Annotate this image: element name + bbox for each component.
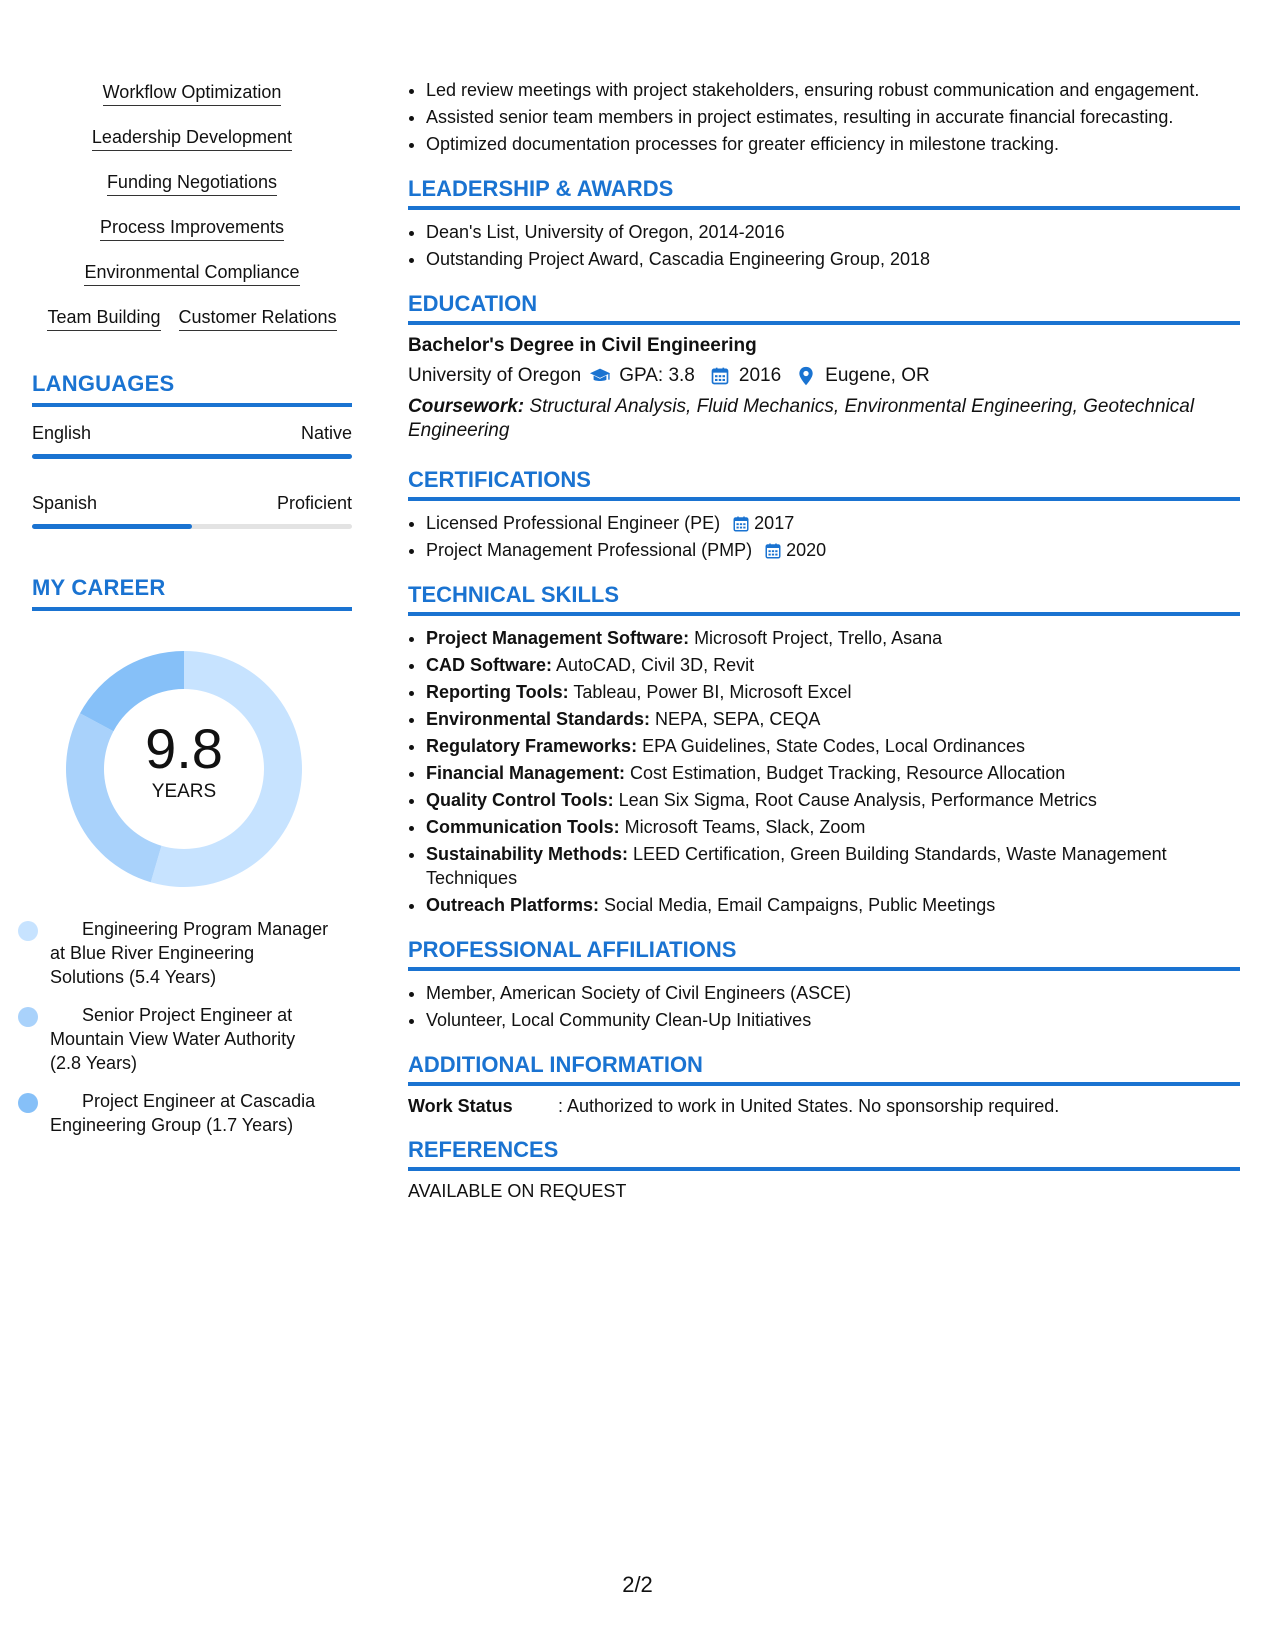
- affiliation-item: • Member, American Society of Civil Engineers (ASCE): [426, 981, 1240, 1005]
- certifications-title: CERTIFICATIONS: [408, 467, 1240, 501]
- technical-skill-category: Project Management Software:: [426, 628, 690, 648]
- technical-skills-list: [408, 626, 1240, 917]
- languages-list: [32, 423, 352, 529]
- language-bar-fill: [32, 454, 352, 459]
- donut-center: [64, 649, 304, 889]
- skill-row: [32, 217, 352, 241]
- legend-dot: [18, 1007, 38, 1027]
- language-name: English: [32, 423, 92, 443]
- technical-skill-item: [426, 761, 1240, 785]
- skill-tag: Workflow Optimization: [103, 82, 282, 106]
- left-column: [32, 82, 352, 1151]
- technical-skill-item: [426, 653, 1240, 677]
- technical-skill-category: CAD Software:: [426, 655, 553, 675]
- certification-name: Project Management Professional (PMP): [426, 540, 753, 560]
- award-item: • Dean's List, University of Oregon, 2014-2016: [426, 220, 1240, 244]
- location-pin-icon: [795, 366, 817, 386]
- technical-skill-category: Communication Tools:: [426, 817, 620, 837]
- career-legend: [32, 917, 330, 1137]
- coursework-label: Coursework:: [408, 396, 525, 417]
- skill-row: [32, 82, 352, 106]
- work-status-row: [408, 1096, 1240, 1117]
- education-title: EDUCATION: [408, 291, 1240, 325]
- language-row: [32, 493, 352, 514]
- technical-skill-item: [426, 680, 1240, 704]
- legend-dot: [18, 921, 38, 941]
- certification-year: 2020: [786, 540, 827, 560]
- experience-bullets: [408, 78, 1240, 156]
- certification-name: Licensed Professional Engineer (PE): [426, 513, 721, 533]
- skill-tag: Funding Negotiations: [107, 172, 277, 196]
- gpa: GPA: 3.8: [619, 365, 695, 386]
- languages-title: LANGUAGES: [32, 371, 352, 407]
- technical-skill-category: Regulatory Frameworks:: [426, 736, 638, 756]
- calendar-icon: [709, 366, 731, 386]
- language-bar-fill: [32, 524, 192, 529]
- technical-skill-item: [426, 893, 1240, 917]
- language-bar: [32, 454, 352, 459]
- technical-skill-category: Sustainability Methods:: [426, 844, 629, 864]
- skill-tag: Environmental Compliance: [84, 262, 299, 286]
- technical-skill-item: [426, 734, 1240, 758]
- graduation-cap-icon: [589, 366, 611, 386]
- work-status-label: Work Status: [408, 1096, 513, 1116]
- technical-skill-item: [426, 707, 1240, 731]
- award-item: • Outstanding Project Award, Cascadia Engineering Group, 2018: [426, 247, 1240, 271]
- career-unit: YEARS: [151, 781, 217, 802]
- technical-skill-values: Microsoft Teams, Slack, Zoom: [619, 817, 866, 837]
- skill-tag: Team Building: [47, 307, 160, 331]
- experience-bullet: • Optimized documentation processes for greater efficiency in milestone tracking.: [426, 132, 1240, 156]
- certifications-list: [408, 511, 1240, 562]
- technical-skill-values: AutoCAD, Civil 3D, Revit: [552, 655, 755, 675]
- career-legend-item: [50, 917, 330, 989]
- legend-dot: [18, 1093, 38, 1113]
- technical-skill-values: Lean Six Sigma, Root Cause Analysis, Performance Metrics: [613, 790, 1097, 810]
- affiliations-title: PROFESSIONAL AFFILIATIONS: [408, 937, 1240, 971]
- skills-list: [32, 82, 352, 331]
- school-name: University of Oregon: [408, 365, 582, 386]
- experience-bullet: • Led review meetings with project stakeholders, ensuring robust communication and engagement.: [426, 78, 1240, 102]
- awards-title: LEADERSHIP & AWARDS: [408, 176, 1240, 210]
- technical-skill-values: Social Media, Email Campaigns, Public Meetings: [599, 895, 996, 915]
- language-name: Spanish: [32, 493, 98, 513]
- language-level: Proficient: [276, 493, 352, 513]
- calendar-icon: [732, 515, 750, 533]
- technical-skill-values: EPA Guidelines, State Codes, Local Ordinances: [637, 736, 1025, 756]
- skill-row: [32, 307, 352, 331]
- technical-skills-title: TECHNICAL SKILLS: [408, 582, 1240, 616]
- skill-tag: Customer Relations: [179, 307, 337, 331]
- education-meta: [408, 365, 1240, 387]
- graduation-year: 2016: [738, 365, 782, 386]
- technical-skill-category: Environmental Standards:: [426, 709, 651, 729]
- certification-item: [426, 538, 1240, 562]
- language-level: Native: [300, 423, 352, 443]
- career-total: 9.8: [145, 717, 223, 780]
- skill-row: [32, 127, 352, 151]
- certification-year: 2017: [754, 513, 795, 533]
- career-legend-label: Senior Project Engineer at Mountain View Water Authority (2.8 Years): [50, 1005, 296, 1073]
- technical-skill-item: [426, 815, 1240, 839]
- skill-tag: Process Improvements: [100, 217, 284, 241]
- career-title: MY CAREER: [32, 575, 352, 611]
- technical-skill-category: Quality Control Tools:: [426, 790, 614, 810]
- career-legend-item: [50, 1089, 330, 1137]
- coursework: [408, 395, 1240, 443]
- skill-row: [32, 262, 352, 286]
- coursework-text: Structural Analysis, Fluid Mechanics, Environmental Engineering, Geotechnical Engineering: [408, 396, 1195, 441]
- awards-list: [408, 220, 1240, 271]
- references-title: REFERENCES: [408, 1137, 1240, 1171]
- technical-skill-category: Reporting Tools:: [426, 682, 569, 702]
- technical-skill-item: [426, 842, 1240, 890]
- career-legend-label: Project Engineer at Cascadia Engineering Group (1.7 Years): [50, 1091, 316, 1135]
- page-number: 2/2: [622, 1572, 653, 1597]
- right-column: [408, 78, 1240, 1202]
- language-bar: [32, 524, 352, 529]
- technical-skill-values: Cost Estimation, Budget Tracking, Resource Allocation: [625, 763, 1066, 783]
- technical-skill-values: Microsoft Project, Trello, Asana: [689, 628, 943, 648]
- skill-tag: Leadership Development: [92, 127, 292, 151]
- work-status-value: : Authorized to work in United States. No sponsorship required.: [558, 1096, 1060, 1116]
- additional-info-title: ADDITIONAL INFORMATION: [408, 1052, 1240, 1086]
- technical-skill-item: [426, 626, 1240, 650]
- school-location: Eugene, OR: [825, 365, 930, 386]
- technical-skill-values: LEED Certification, Green Building Standards, Waste Management Techniques: [426, 844, 1167, 888]
- experience-bullet: • Assisted senior team members in project estimates, resulting in accurate financial forecasting.: [426, 105, 1240, 129]
- affiliation-item: • Volunteer, Local Community Clean-Up Initiatives: [426, 1008, 1240, 1032]
- certification-item: [426, 511, 1240, 535]
- technical-skill-values: Tableau, Power BI, Microsoft Excel: [568, 682, 852, 702]
- career-legend-label: Engineering Program Manager at Blue River Engineering Solutions (5.4 Years): [50, 919, 329, 987]
- language-row: [32, 423, 352, 444]
- education-entry: [408, 335, 1240, 443]
- career-donut: [64, 649, 304, 889]
- technical-skill-category: Outreach Platforms:: [426, 895, 600, 915]
- affiliations-list: [408, 981, 1240, 1032]
- references-text: AVAILABLE ON REQUEST: [408, 1181, 627, 1201]
- technical-skill-category: Financial Management:: [426, 763, 626, 783]
- degree: Bachelor's Degree in Civil Engineering: [408, 335, 757, 356]
- technical-skill-item: [426, 788, 1240, 812]
- technical-skill-values: NEPA, SEPA, CEQA: [650, 709, 821, 729]
- career-legend-item: [50, 1003, 330, 1075]
- calendar-icon: [764, 542, 782, 560]
- skill-row: [32, 172, 352, 196]
